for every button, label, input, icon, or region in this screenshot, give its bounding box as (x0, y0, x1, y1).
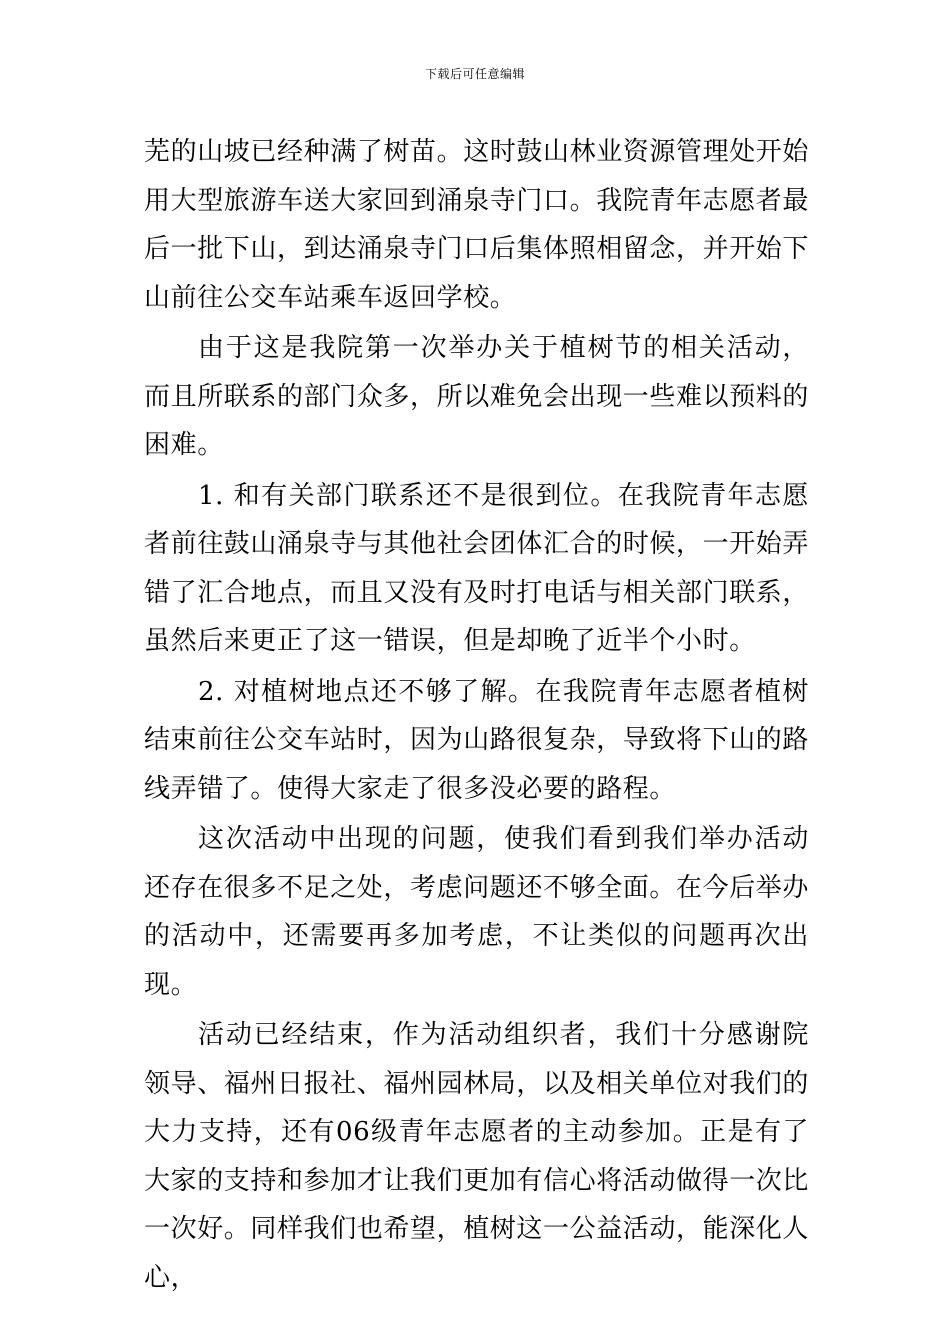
paragraph-4: 2. 对植树地点还不够了解。在我院青年志愿者植树结束前往公交车站时，因为山路很复杂，导致将下山的路线弄错了。使得大家走了很多没必要的路程。 (144, 676, 810, 804)
page-header: 下载后可任意编辑 (424, 67, 525, 81)
document-body (144, 128, 809, 1302)
paragraph-2: 由于这是我院第一次举办关于植树节的相关活动，而且所联系的部门众多，所以难免会出现一些难以预料的困难。 (144, 333, 810, 460)
paragraph-6: 活动已经结束，作为活动组织者，我们十分感谢院领导、福州日报社、福州园林局，以及相关单位对我们的大力支持，还有06级青年志愿者的主动参加。正是有了大家的支持和参加才让我们更加有信心将活动做得一次比一次好。同样我们也希望，植树这一公益活动，能深化人心， (144, 1020, 810, 1293)
paragraph-5: 这次活动中出现的问题，使我们看到我们举办活动还存在很多不足之处，考虑问题还不够全面。在今后举办的活动中，还需要再多加考虑，不让类似的问题再次出现。 (144, 824, 810, 1000)
paragraph-1: 芜的山坡已经种满了树苗。这时鼓山林业资源管理处开始用大型旅游车送大家回到涌泉寺门口。我院青年志愿者最后一批下山，到达涌泉寺门口后集体照相留念，并开始下山前往公交车站乘车返回学校。 (144, 137, 810, 313)
paragraph-3: 1. 和有关部门联系还不是很到位。在我院青年志愿者前往鼓山涌泉寺与其他社会团体汇合的时候，一开始弄错了汇合地点，而且又没有及时打电话与相关部门联系，虽然后来更正了这一错误，但是却晚了近半个小时。 (144, 480, 810, 656)
